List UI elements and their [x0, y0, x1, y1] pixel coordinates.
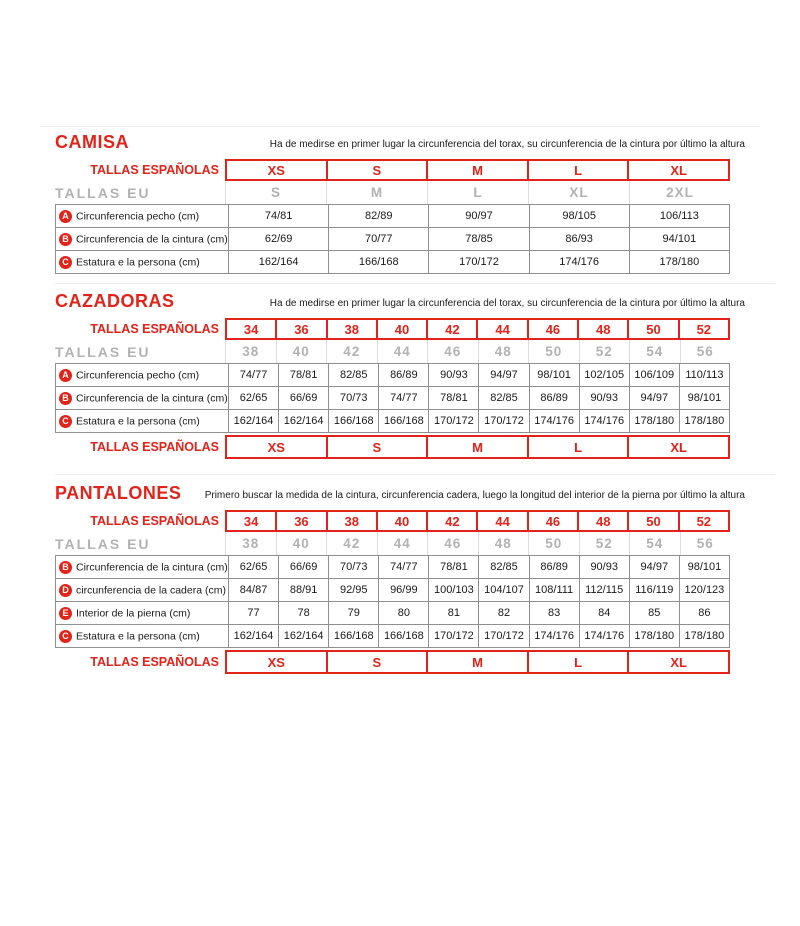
measure-value-cell: 98/101 [679, 387, 729, 410]
measure-value-cell: 79 [329, 602, 379, 625]
measure-row [56, 387, 730, 410]
talla-espanola-cell: 38 [326, 510, 378, 532]
tallas-eu-cells [225, 532, 730, 555]
measure-label: Interior de la pierna (cm) [76, 607, 191, 619]
measure-value-cell: 170/172 [429, 625, 479, 648]
measure-value-cell: 62/65 [229, 556, 279, 579]
measure-label-cell [56, 602, 229, 625]
measure-letter-badge: C [59, 630, 72, 643]
measure-label: circunferencia de la cadera (cm) [76, 584, 226, 596]
measure-value-cell: 174/176 [529, 251, 629, 274]
tallas-eu-row [55, 340, 745, 363]
tallas-espanolas-label: TALLAS ESPAÑOLAS [90, 440, 219, 454]
measure-value-cell: 92/95 [329, 579, 379, 602]
tallas-eu-label: TALLAS EU [55, 343, 151, 360]
measure-value-cell: 162/164 [229, 625, 279, 648]
measure-value-cell: 83 [529, 602, 579, 625]
measure-value-cell: 82 [479, 602, 529, 625]
measure-value-cell: 78 [279, 602, 329, 625]
measure-value-cell: 174/176 [579, 410, 629, 433]
measure-label: Estatura e la persona (cm) [76, 415, 200, 427]
section-title: CAZADORAS [55, 291, 175, 311]
measure-value-cell: 70/73 [329, 387, 379, 410]
talla-espanola-cell: 34 [225, 510, 277, 532]
tallas-espanolas-label: TALLAS ESPAÑOLAS [90, 322, 219, 336]
measure-label-cell [56, 205, 229, 228]
talla-espanola-cell: 52 [678, 318, 730, 340]
talla-espanola-cell: S [326, 159, 429, 181]
measure-value-cell: 162/164 [229, 410, 279, 433]
measure-label: Circunferencia de la cintura (cm) [76, 233, 228, 245]
measure-value-cell: 90/93 [579, 556, 629, 579]
measure-label-cell [56, 579, 229, 602]
measure-row [56, 228, 730, 251]
measure-value-cell: 170/172 [429, 251, 529, 274]
talla-espanola-cell: XS [225, 159, 328, 181]
talla-eu-cell: 48 [478, 532, 529, 555]
talla-eu-cell: 46 [427, 532, 478, 555]
measure-value-cell: 98/105 [529, 205, 629, 228]
measure-value-cell: 120/123 [679, 579, 729, 602]
talla-espanola-cell: 46 [527, 318, 579, 340]
talla-eu-cell: S [225, 181, 326, 204]
talla-espanola-cell: 44 [476, 510, 528, 532]
talla-eu-cell: 40 [276, 532, 327, 555]
tallas-espanolas-cells [225, 318, 730, 340]
tallas-espanolas-label: TALLAS ESPAÑOLAS [90, 655, 219, 669]
measure-value-cell: 74/77 [229, 364, 279, 387]
measure-value-cell: 78/81 [429, 556, 479, 579]
talla-eu-cell: 42 [326, 340, 377, 363]
measure-value-cell: 166/168 [379, 410, 429, 433]
measure-value-cell: 166/168 [379, 625, 429, 648]
measure-value-cell: 74/77 [379, 556, 429, 579]
talla-eu-cell: 38 [225, 340, 276, 363]
talla-espanola-cell: 50 [627, 510, 679, 532]
talla-espanola-cell: 42 [426, 510, 478, 532]
measure-value-cell: 70/73 [329, 556, 379, 579]
measure-value-cell: 81 [429, 602, 479, 625]
measure-value-cell: 166/168 [329, 410, 379, 433]
measure-letter-badge: C [59, 256, 72, 269]
measure-value-cell: 170/172 [479, 625, 529, 648]
talla-espanola-cell: 40 [376, 510, 428, 532]
tallas-espanolas-label: TALLAS ESPAÑOLAS [90, 163, 219, 177]
tallas-eu-row [55, 532, 745, 555]
measure-value-cell: 100/103 [429, 579, 479, 602]
measure-row [56, 556, 730, 579]
section-instruction: Ha de medirse en primer lugar la circunferencia del torax, su circunferencia de la cintura por último la altura [269, 298, 745, 309]
measure-value-cell: 178/180 [679, 410, 729, 433]
tallas-espanolas-cells [225, 159, 730, 181]
talla-espanola-cell: 36 [275, 510, 327, 532]
measure-value-cell: 82/85 [329, 364, 379, 387]
measure-value-cell: 170/172 [479, 410, 529, 433]
tallas-espanolas-bottom-row [55, 435, 745, 459]
talla-espanola-cell: S [326, 435, 429, 459]
tallas-eu-cells [225, 340, 730, 363]
measure-row [56, 602, 730, 625]
measure-value-cell: 85 [629, 602, 679, 625]
talla-eu-cell: 46 [427, 340, 478, 363]
talla-espanola-cell: XL [627, 435, 730, 459]
talla-espanola-cell: 52 [678, 510, 730, 532]
measure-value-cell: 84/87 [229, 579, 279, 602]
measure-label-cell [56, 410, 229, 433]
measure-value-cell: 86/89 [529, 387, 579, 410]
section-title: PANTALONES [55, 483, 182, 503]
measure-letter-badge: B [59, 392, 72, 405]
talla-eu-cell: 50 [528, 532, 579, 555]
measure-label-cell [56, 556, 229, 579]
talla-espanola-cell: 36 [275, 318, 327, 340]
measure-value-cell: 98/101 [529, 364, 579, 387]
measure-letter-badge: B [59, 561, 72, 574]
tallas-espanolas-bottom-cells [225, 435, 730, 459]
measure-letter-badge: A [59, 369, 72, 382]
talla-eu-cell: 56 [680, 340, 731, 363]
measure-label: Estatura e la persona (cm) [76, 256, 200, 268]
talla-espanola-cell: 40 [376, 318, 428, 340]
section-header [55, 133, 745, 151]
talla-espanola-cell: 44 [476, 318, 528, 340]
talla-eu-cell: M [326, 181, 427, 204]
talla-espanola-cell: XS [225, 435, 328, 459]
measurements-table [55, 363, 730, 433]
tallas-espanolas-label: TALLAS ESPAÑOLAS [90, 514, 219, 528]
measure-label-cell [56, 228, 229, 251]
talla-eu-cell: 52 [579, 340, 630, 363]
measure-value-cell: 80 [379, 602, 429, 625]
measure-value-cell: 74/77 [379, 387, 429, 410]
measure-label: Circunferencia pecho (cm) [76, 369, 200, 381]
tallas-eu-row [55, 181, 745, 204]
measurements-table [55, 555, 730, 648]
talla-espanola-cell: 46 [527, 510, 579, 532]
talla-espanola-cell: 42 [426, 318, 478, 340]
measure-value-cell: 178/180 [629, 410, 679, 433]
section-pantalones [55, 475, 745, 684]
measure-value-cell: 82/85 [479, 387, 529, 410]
talla-espanola-cell: 50 [627, 318, 679, 340]
measure-value-cell: 162/164 [279, 625, 329, 648]
section-camisa [55, 127, 745, 283]
measure-label: Estatura e la persona (cm) [76, 630, 200, 642]
measure-value-cell: 166/168 [329, 251, 429, 274]
measure-value-cell: 166/168 [329, 625, 379, 648]
talla-eu-cell: L [427, 181, 528, 204]
measure-value-cell: 106/113 [629, 205, 729, 228]
talla-espanola-cell: 34 [225, 318, 277, 340]
talla-eu-cell: XL [528, 181, 629, 204]
measure-value-cell: 106/109 [629, 364, 679, 387]
measure-value-cell: 90/93 [579, 387, 629, 410]
measure-value-cell: 88/91 [279, 579, 329, 602]
measure-value-cell: 70/77 [329, 228, 429, 251]
size-chart-page [0, 126, 800, 926]
measure-value-cell: 84 [579, 602, 629, 625]
talla-eu-cell: 2XL [629, 181, 730, 204]
section-title: CAMISA [55, 132, 129, 152]
measure-value-cell: 94/97 [629, 387, 679, 410]
measure-letter-badge: A [59, 210, 72, 223]
talla-eu-cell: 48 [478, 340, 529, 363]
measure-value-cell: 110/113 [679, 364, 729, 387]
measure-label-cell [56, 364, 229, 387]
measure-label-cell [56, 387, 229, 410]
talla-espanola-cell: L [527, 159, 630, 181]
measure-value-cell: 77 [229, 602, 279, 625]
measure-value-cell: 178/180 [629, 625, 679, 648]
talla-espanola-cell: XL [627, 159, 730, 181]
measure-letter-badge: B [59, 233, 72, 246]
measure-value-cell: 162/164 [279, 410, 329, 433]
talla-espanola-cell: 38 [326, 318, 378, 340]
measure-value-cell: 74/81 [229, 205, 329, 228]
measure-value-cell: 174/176 [529, 625, 579, 648]
measure-letter-badge: E [59, 607, 72, 620]
measure-row [56, 410, 730, 433]
measure-value-cell: 116/119 [629, 579, 679, 602]
measure-label-cell [56, 251, 229, 274]
measure-row [56, 625, 730, 648]
measure-value-cell: 174/176 [529, 410, 579, 433]
talla-espanola-cell: S [326, 650, 429, 674]
measure-value-cell: 66/69 [279, 387, 329, 410]
measure-value-cell: 86/89 [379, 364, 429, 387]
measure-row [56, 364, 730, 387]
measure-value-cell: 98/101 [679, 556, 729, 579]
talla-eu-cell: 54 [629, 532, 680, 555]
measure-value-cell: 78/81 [279, 364, 329, 387]
measure-row [56, 579, 730, 602]
talla-espanola-cell: 48 [577, 318, 629, 340]
measure-value-cell: 96/99 [379, 579, 429, 602]
measure-row [56, 205, 730, 228]
measure-value-cell: 62/65 [229, 387, 279, 410]
talla-espanola-cell: M [426, 159, 529, 181]
measure-value-cell: 104/107 [479, 579, 529, 602]
talla-espanola-cell: L [527, 650, 630, 674]
measure-value-cell: 86/89 [529, 556, 579, 579]
measure-value-cell: 66/69 [279, 556, 329, 579]
content-area [55, 127, 745, 684]
measure-value-cell: 162/164 [229, 251, 329, 274]
talla-espanola-cell: XL [627, 650, 730, 674]
measure-value-cell: 82/85 [479, 556, 529, 579]
tallas-espanolas-row [55, 318, 745, 340]
measure-row [56, 251, 730, 274]
section-instruction: Ha de medirse en primer lugar la circunferencia del torax, su circunferencia de la cintura por último la altura [269, 139, 745, 150]
measure-value-cell: 86/93 [529, 228, 629, 251]
measure-letter-badge: D [59, 584, 72, 597]
measure-value-cell: 178/180 [679, 625, 729, 648]
measure-value-cell: 86 [679, 602, 729, 625]
talla-eu-cell: 44 [377, 532, 428, 555]
measurements-table [55, 204, 730, 274]
talla-eu-cell: 42 [326, 532, 377, 555]
tallas-espanolas-row [55, 159, 745, 181]
talla-eu-cell: 40 [276, 340, 327, 363]
talla-espanola-cell: L [527, 435, 630, 459]
section-instruction: Primero buscar la medida de la cintura, circunferencia cadera, luego la longitud del interior de la pierna por último la altura [204, 490, 745, 501]
tallas-espanolas-bottom-row [55, 650, 745, 674]
section-cazadoras [55, 284, 745, 474]
talla-eu-cell: 38 [225, 532, 276, 555]
talla-eu-cell: 52 [579, 532, 630, 555]
measure-value-cell: 78/85 [429, 228, 529, 251]
tallas-espanolas-bottom-cells [225, 650, 730, 674]
tallas-eu-label: TALLAS EU [55, 535, 151, 552]
tallas-espanolas-row [55, 510, 745, 532]
talla-espanola-cell: 48 [577, 510, 629, 532]
talla-espanola-cell: M [426, 650, 529, 674]
measure-value-cell: 94/97 [479, 364, 529, 387]
tallas-eu-cells [225, 181, 730, 204]
measure-value-cell: 82/89 [329, 205, 429, 228]
measure-value-cell: 174/176 [579, 625, 629, 648]
measure-value-cell: 102/105 [579, 364, 629, 387]
talla-eu-cell: 54 [629, 340, 680, 363]
talla-eu-cell: 56 [680, 532, 731, 555]
measure-value-cell: 78/81 [429, 387, 479, 410]
measure-value-cell: 90/97 [429, 205, 529, 228]
measure-letter-badge: C [59, 415, 72, 428]
measure-label: Circunferencia de la cintura (cm) [76, 561, 228, 573]
talla-eu-cell: 50 [528, 340, 579, 363]
measure-label-cell [56, 625, 229, 648]
measure-label: Circunferencia pecho (cm) [76, 210, 200, 222]
measure-value-cell: 170/172 [429, 410, 479, 433]
section-header [55, 292, 745, 310]
section-header [55, 484, 745, 502]
measure-label: Circunferencia de la cintura (cm) [76, 392, 228, 404]
talla-espanola-cell: XS [225, 650, 328, 674]
measure-value-cell: 94/101 [629, 228, 729, 251]
measure-value-cell: 112/115 [579, 579, 629, 602]
tallas-eu-label: TALLAS EU [55, 184, 151, 201]
talla-espanola-cell: M [426, 435, 529, 459]
measure-value-cell: 94/97 [629, 556, 679, 579]
measure-value-cell: 90/93 [429, 364, 479, 387]
talla-eu-cell: 44 [377, 340, 428, 363]
measure-value-cell: 108/111 [529, 579, 579, 602]
measure-value-cell: 178/180 [629, 251, 729, 274]
tallas-espanolas-cells [225, 510, 730, 532]
measure-value-cell: 62/69 [229, 228, 329, 251]
